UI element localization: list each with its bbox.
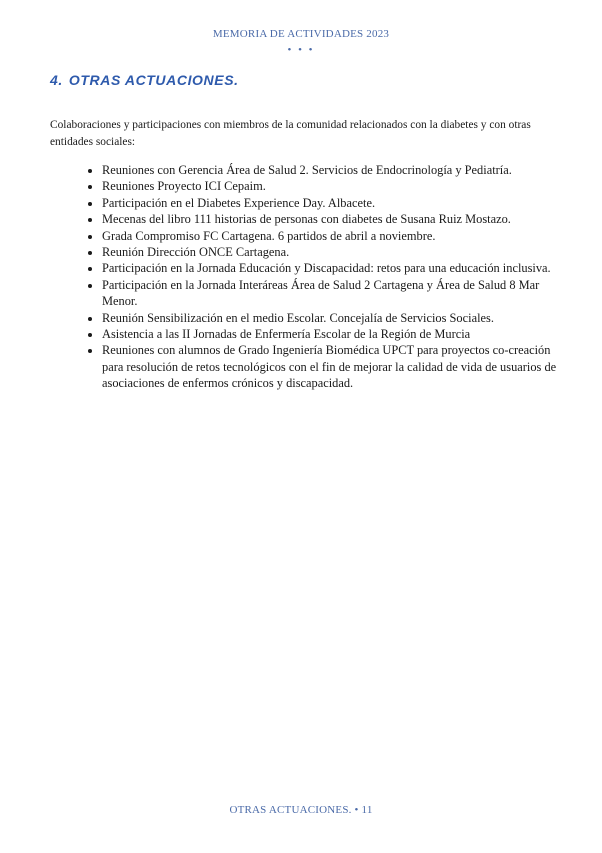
list-item: • Reunión Sensibilización en el medio Escolar. Concejalía de Servicios Sociales. [102, 310, 572, 326]
activities-list [86, 162, 572, 392]
list-item: • Grada Compromiso FC Cartagena. 6 partidos de abril a noviembre. [102, 228, 572, 244]
intro-paragraph: Colaboraciones y participaciones con miembros de la comunidad relacionados con la diabetes y con otras entidades sociales: [50, 119, 531, 148]
list-item: • Participación en la Jornada Educación y Discapacidad: retos para una educación inclusiva. [102, 260, 572, 276]
header-dots: • • • [287, 44, 315, 56]
section-title-text: OTRAS ACTUACIONES. [68, 72, 239, 88]
list-item: • Reuniones Proyecto ICI Cepaim. [102, 178, 572, 194]
page-footer: OTRAS ACTUACIONES. • 11 [229, 804, 373, 816]
list-item: • Reuniones con Gerencia Área de Salud 2. Servicios de Endocrinología y Pediatría. [102, 162, 572, 178]
section-title [50, 72, 239, 88]
page-header: MEMORIA DE ACTIVIDADES 2023 [212, 28, 390, 40]
section-number: 4. [50, 72, 63, 88]
list-item: • Reunión Dirección ONCE Cartagena. [102, 244, 572, 260]
list-item: • Asistencia a las II Jornadas de Enfermería Escolar de la Región de Murcia [102, 326, 572, 342]
list-item: • Mecenas del libro 111 historias de personas con diabetes de Susana Ruiz Mostazo. [102, 211, 572, 227]
list-item: • Participación en el Diabetes Experience Day. Albacete. [102, 195, 572, 211]
list-item: • Reuniones con alumnos de Grado Ingeniería Biomédica UPCT para proyectos co-creación para resolución de retos tecnológicos con el fin de mejorar la calidad de vida de usuarios de asociaciones de enfermos crónicos y discapacidad. [102, 342, 572, 391]
list-item: • Participación en la Jornada Interáreas Área de Salud 2 Cartagena y Área de Salud 8 Mar Menor. [102, 277, 572, 310]
